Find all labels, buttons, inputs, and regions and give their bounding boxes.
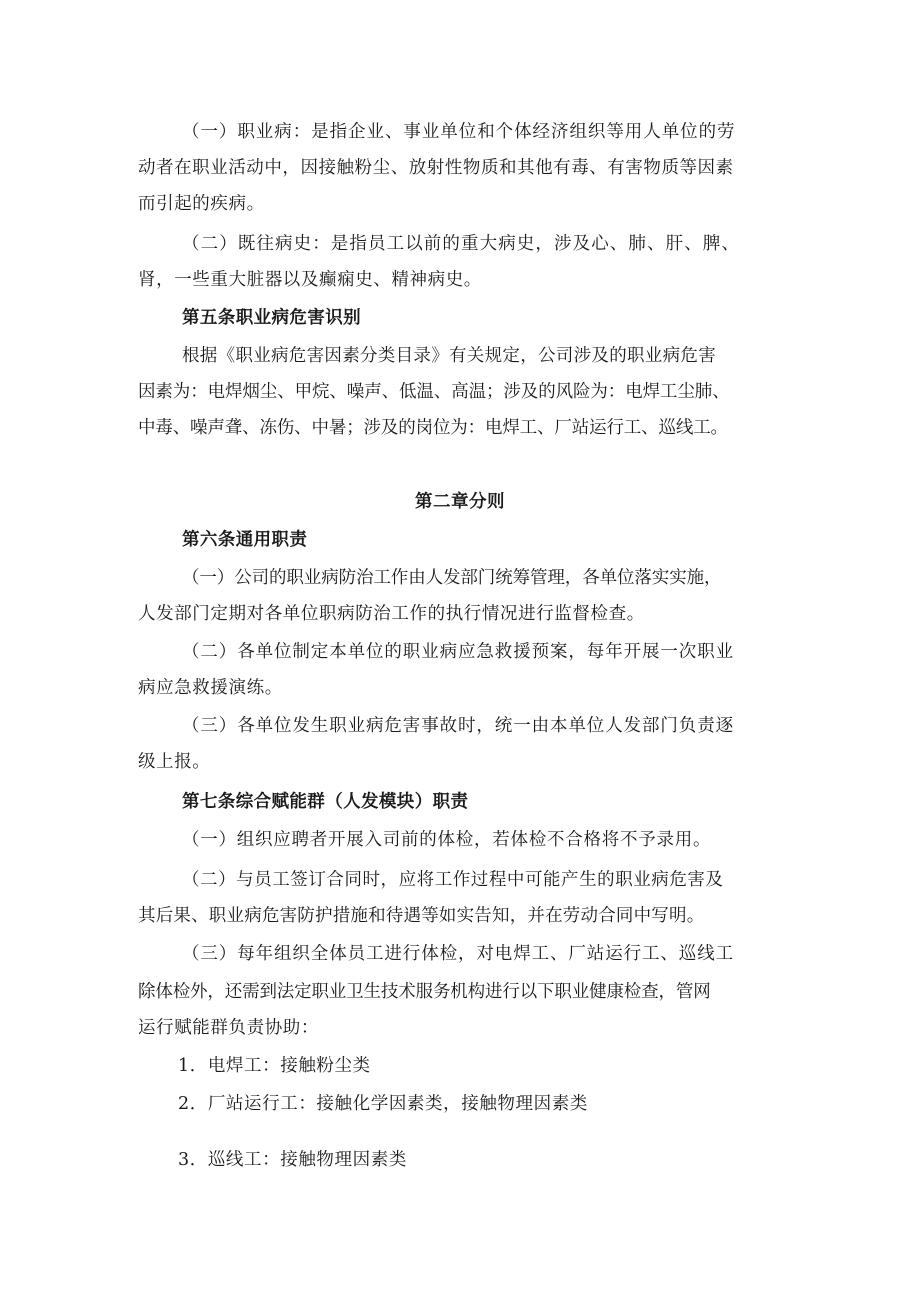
paragraph-hazard-identification-line2: 因素为：电焊烟尘、甲烷、噪声、低温、高温；涉及的风险为：电焊工尘肺、 <box>138 382 730 402</box>
paragraph-occupational-disease-line2: 动者在职业活动中，因接触粉尘、放射性物质和其他有毒、有害物质等因素 <box>138 158 734 178</box>
article-7-heading: 第七条综合赋能群（人发模块）职责 <box>182 792 469 812</box>
paragraph-hazard-identification-line1: 根据《职业病危害因素分类目录》有关规定，公司涉及的职业病危害 <box>182 346 716 366</box>
paragraph-general-duty-1-line2: 人发部门定期对各单位职病防治工作的执行情况进行监督检查。 <box>138 604 645 624</box>
paragraph-hr-duty-2-line1: （二）与员工签订合同时，应将工作过程中可能产生的职业病危害及 <box>182 870 724 890</box>
paragraph-hr-duty-3-line1: （三）每年组织全体员工进行体检，对电焊工、厂站运行工、巡线工 <box>182 944 734 964</box>
paragraph-hazard-identification-line3: 中毒、噪声聋、冻伤、中暑；涉及的岗位为：电焊工、厂站运行工、巡线工。 <box>138 418 728 438</box>
paragraph-hr-duty-3-line2: 除体检外，还需到法定职业卫生技术服务机构进行以下职业健康检查，管网 <box>138 982 711 1002</box>
article-5-heading: 第五条职业病危害识别 <box>182 308 361 328</box>
paragraph-general-duty-2-line2: 病应急救援演练。 <box>138 678 283 698</box>
paragraph-medical-history-line1: （二）既往病史：是指员工以前的重大病史，涉及心、肺、肝、脾、 <box>182 234 740 254</box>
paragraph-hr-duty-1: （一）组织应聘者开展入司前的体检，若体检不合格将不予录用。 <box>182 830 712 850</box>
list-item-welder: 1．电焊工：接触粉尘类 <box>178 1056 371 1076</box>
paragraph-general-duty-2-line1: （二）各单位制定本单位的职业病应急救援预案，每年开展一次职业 <box>182 642 734 662</box>
list-item-line-patroller: 3．巡线工：接触物理因素类 <box>178 1150 407 1170</box>
paragraph-occupational-disease-line3: 而引起的疾病。 <box>138 194 265 214</box>
paragraph-general-duty-1-line1: （一）公司的职业病防治工作由人发部门统筹管理，各单位落实实施， <box>182 568 722 588</box>
paragraph-hr-duty-2-line2: 其后果、职业病危害防护措施和待遇等如实告知，并在劳动合同中写明。 <box>138 906 705 926</box>
paragraph-general-duty-3-line1: （三）各单位发生职业病危害事故时，统一由本单位人发部门负责逐 <box>182 716 734 736</box>
chapter-2-title: 第二章分则 <box>415 492 505 512</box>
paragraph-hr-duty-3-line3: 运行赋能群负责协助： <box>138 1018 319 1038</box>
paragraph-medical-history-line2: 肾，一些重大脏器以及癫痫史、精神病史。 <box>138 270 482 290</box>
list-item-station-operator: 2．厂站运行工：接触化学因素类，接触物理因素类 <box>178 1094 588 1114</box>
article-6-heading: 第六条通用职责 <box>182 530 308 550</box>
paragraph-occupational-disease-line1: （一）职业病：是指企业、事业单位和个体经济组织等用人单位的劳 <box>182 122 736 142</box>
paragraph-general-duty-3-line2: 级上报。 <box>138 752 211 772</box>
